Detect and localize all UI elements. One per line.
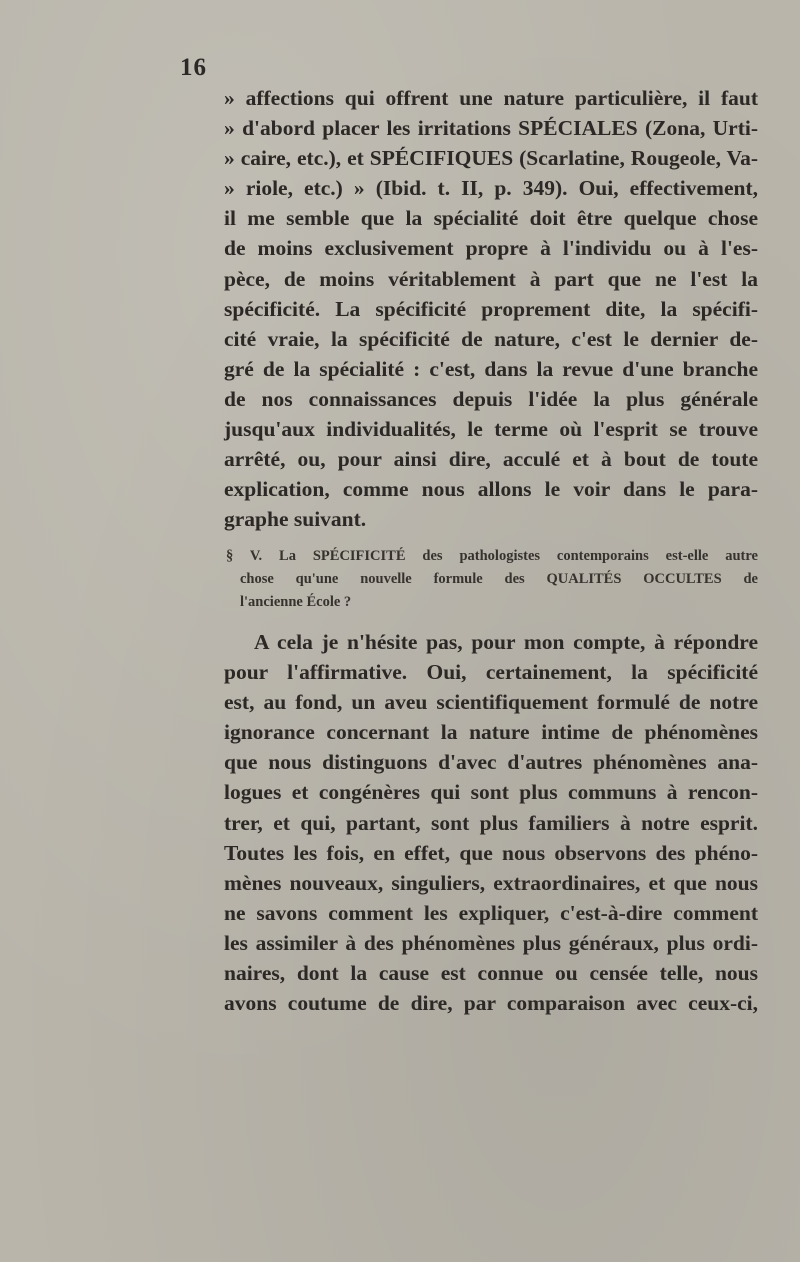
section-heading — [226, 545, 758, 614]
text-line: mènes nouveaux, singuliers, extraordinaires, et que nous — [224, 870, 758, 895]
text-line: Toutes les fois, en effet, que nous observons des phéno- — [224, 840, 758, 865]
text-line: ignorance concernant la nature intime de phénomènes — [224, 720, 758, 745]
text-line: jusqu'aux individualités, le terme où l'esprit se trouve — [224, 417, 758, 442]
text-line: explication, comme nous allons le voir dans le para- — [224, 477, 758, 502]
text-line: cité vraie, la spécificité de nature, c'est le dernier de- — [224, 326, 758, 351]
text-line: arrêté, ou, pour ainsi dire, acculé et à bout de toute — [224, 447, 758, 472]
text-line: ne savons comment les expliquer, c'est-à-dire comment — [224, 900, 758, 925]
text-line: trer, et qui, partant, sont plus familiers à notre esprit. — [224, 810, 758, 835]
text-line: pèce, de moins véritablement à part que ne l'est la — [224, 266, 758, 291]
text-line: est, au fond, un aveu scientifiquement formulé de notre — [224, 690, 758, 715]
page-number: 16 — [180, 54, 207, 81]
paragraph — [224, 627, 758, 1018]
text-line: de moins exclusivement propre à l'individu ou à l'es- — [224, 236, 758, 261]
text-line: les assimiler à des phénomènes plus généraux, plus ordi- — [224, 930, 758, 955]
text-line: gré de la spécialité : c'est, dans la revue d'une branche — [224, 356, 758, 381]
text-line: » d'abord placer les irritations SPÉCIALES (Zona, Urti- — [224, 116, 758, 141]
text-line: pour l'affirmative. Oui, certainement, la spécificité — [224, 660, 758, 685]
text-line: » affections qui offrent une nature particulière, il faut — [224, 86, 758, 110]
text-line: que nous distinguons d'avec d'autres phénomènes ana- — [224, 750, 758, 775]
text-line: » caire, etc.), et SPÉCIFIQUES (Scarlatine, Rougeole, Va- — [224, 146, 758, 171]
text-line: logues et congénères qui sont plus communs à rencon- — [224, 780, 758, 805]
text-line: de nos connaissances depuis l'idée la plus générale — [224, 386, 758, 411]
text-line: spécificité. La spécificité proprement dite, la spécifi- — [224, 296, 758, 321]
text-line: graphe suivant. — [224, 507, 367, 532]
heading-line: chose qu'une nouvelle formule des QUALITÉS OCCULTES de — [240, 571, 758, 587]
heading-line: l'ancienne École ? — [240, 594, 352, 610]
text-line: » riole, etc.) » (Ibid. t. II, p. 349). Oui, effectivement, — [224, 176, 758, 201]
text-line: il me semble que la spécialité doit être quelque chose — [224, 206, 758, 231]
paragraph-continued — [224, 83, 758, 534]
text-line: avons coutume de dire, par comparaison avec ceux-ci, — [224, 991, 758, 1016]
text-line: naires, dont la cause est connue ou censée telle, nous — [224, 961, 758, 986]
heading-line: § V. La SPÉCIFICITÉ des pathologistes contemporains est-elle autre — [226, 548, 758, 564]
text-line: A cela je n'hésite pas, pour mon compte, à répondre — [254, 630, 758, 654]
